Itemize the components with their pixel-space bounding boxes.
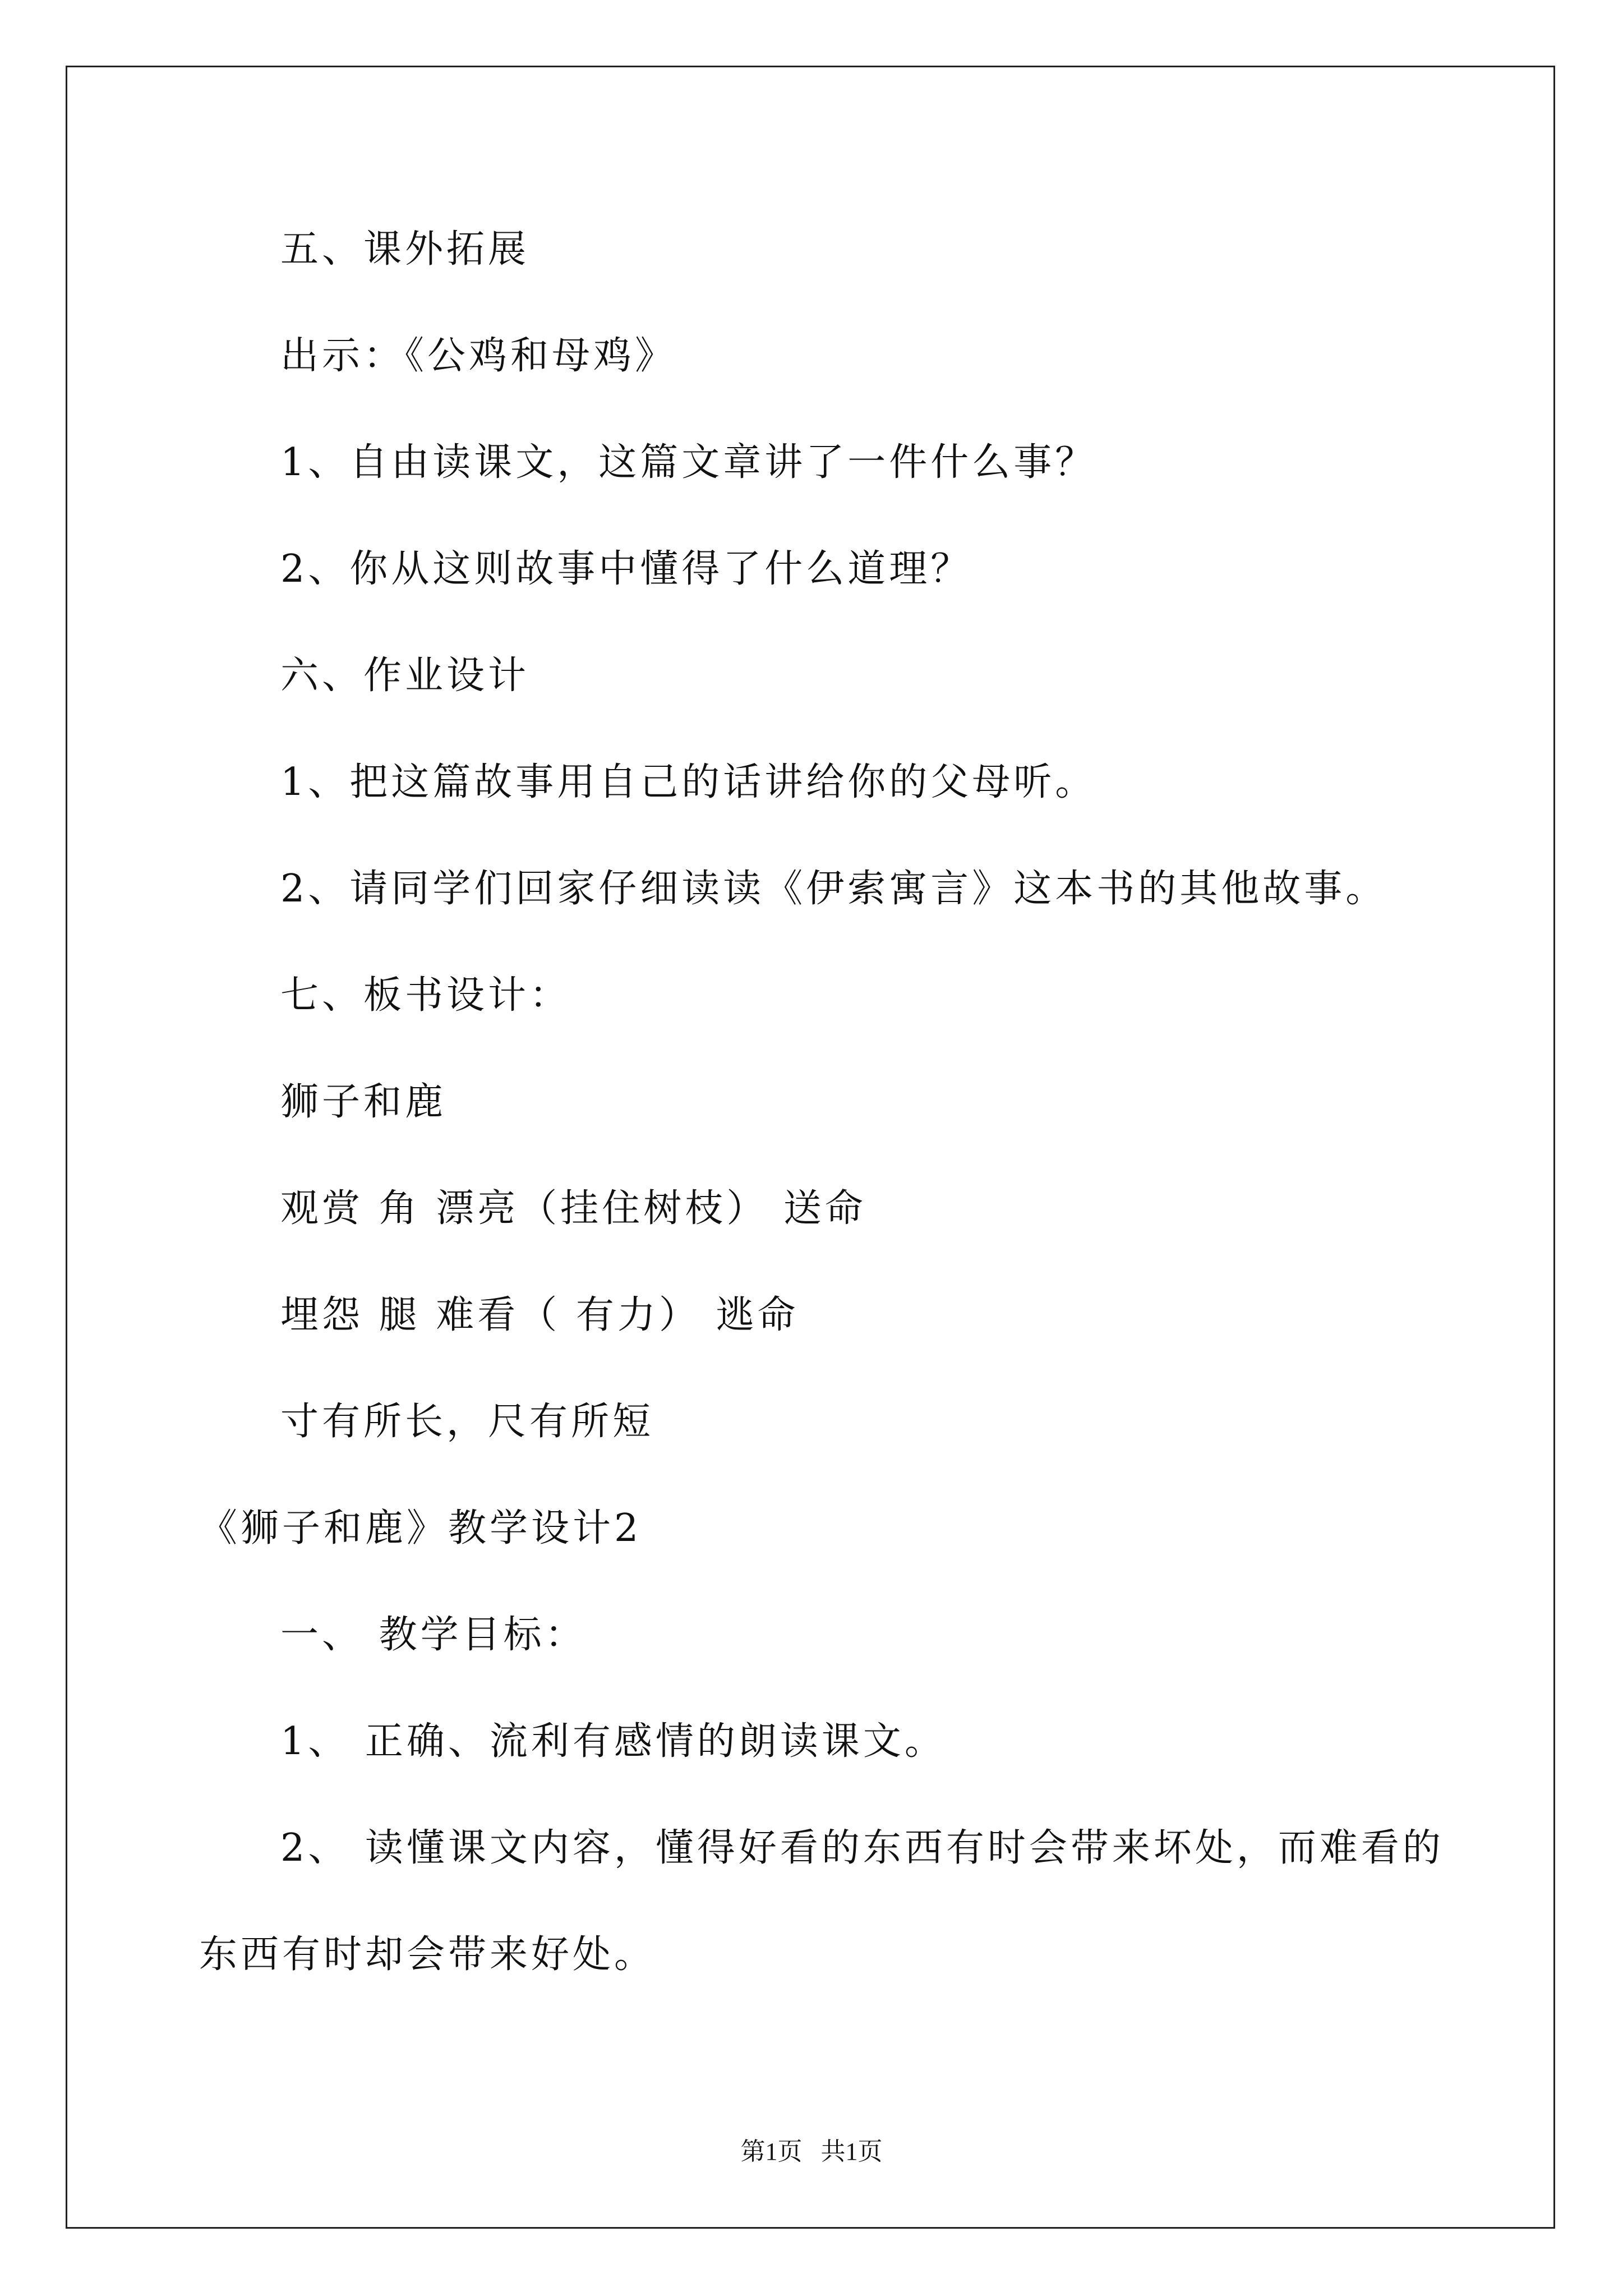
section-heading-extension: 五、课外拓展 <box>280 227 530 272</box>
text-line-board-row-1: 观赏 角 漂亮（挂住树枝） 送命 <box>280 1186 866 1231</box>
text-line-goal-2: 2、 读懂课文内容，懂得好看的东西有时会带来坏处，而难看的 <box>280 1826 1444 1870</box>
text-line-homework-2: 2、请同学们回家仔细读读《伊索寓言》这本书的其他故事。 <box>280 867 1387 911</box>
text-line-homework-1: 1、把这篇故事用自己的话讲给你的父母听。 <box>280 760 1097 804</box>
text-line-board-title: 狮子和鹿 <box>280 1080 447 1124</box>
document-title: 《狮子和鹿》教学设计2 <box>199 1506 642 1550</box>
page-footer: 第1页 共1页 <box>740 2138 883 2165</box>
text-line-goal-1: 1、 正确、流利有感情的朗读课文。 <box>280 1719 946 1764</box>
text-line-board-summary: 寸有所长，尺有所短 <box>280 1400 654 1444</box>
section-heading-homework: 六、作业设计 <box>280 654 530 698</box>
page-border <box>66 66 1555 2229</box>
section-heading-board: 七、板书设计： <box>280 973 571 1018</box>
text-line-show-title: 出示：《公鸡和母鸡》 <box>280 334 677 378</box>
section-heading-goals: 一、 教学目标： <box>280 1613 587 1657</box>
text-line-question-2: 2、你从这则故事中懂得了什么道理？ <box>280 547 972 591</box>
text-line-question-1: 1、自由读课文，这篇文章讲了一件什么事？ <box>280 440 1097 485</box>
text-line-goal-2-continued: 东西有时却会带来好处。 <box>199 1932 656 1977</box>
text-line-board-row-2: 埋怨 腿 难看（ 有力） 逃命 <box>280 1293 799 1337</box>
